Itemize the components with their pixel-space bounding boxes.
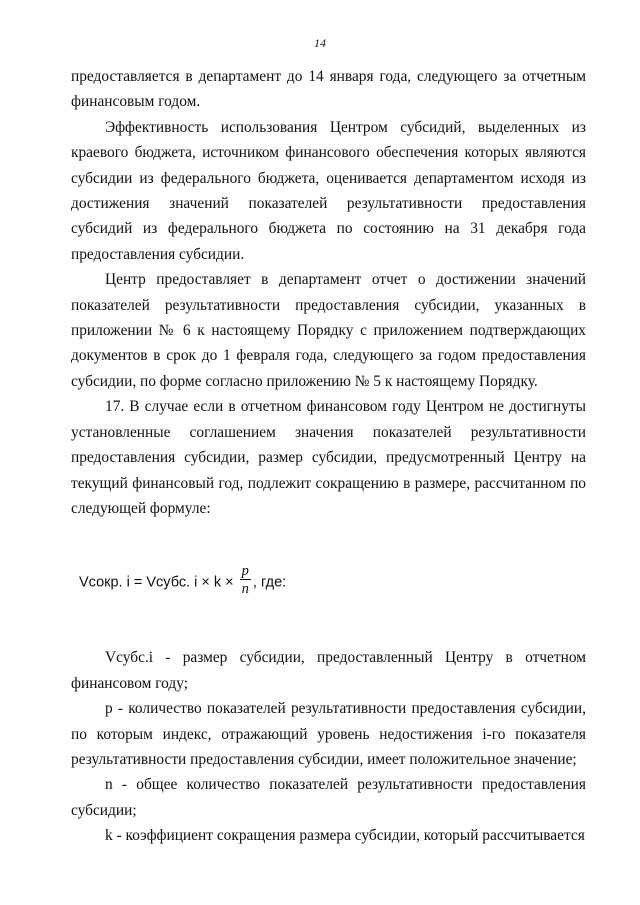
- page-number: 14: [314, 36, 326, 50]
- paragraph-report: Центр предоставляет в департамент отчет о достижении значений показателей результативности предоставления субсидии, указанных в приложении № 6 к настоящему Порядку с приложением подтверждающих документов в срок до 1 февраля года, следующего за годом предоставления субсидии, по форме согласно приложению № 5 к настоящему Порядку.: [71, 271, 586, 390]
- formula-left: Vсокр. i = Vсубс. i × k ×: [79, 574, 234, 591]
- formula-fraction: [240, 563, 251, 598]
- definition-n: n - общее количество показателей результативности предоставления субсидии;: [71, 776, 586, 819]
- formula-denominator: n: [241, 581, 249, 598]
- definition-p: p - количество показателей результативности предоставления субсидии, по которым индекс, отражающий уровень недостижения i-го показателя результативности предоставления субсидии, имеет положительное значение;: [71, 700, 586, 768]
- document-body: [71, 64, 586, 849]
- formula-numerator: p: [241, 563, 249, 580]
- formula: [71, 553, 586, 605]
- definition-k: k - коэффициент сокращения размера субсидии, который рассчитывается: [105, 827, 585, 845]
- paragraph-item-17: 17. В случае если в отчетном финансовом году Центром не достигнуты установленные соглашением значения показателей результативности предоставления субсидии, размер субсидии, предусмотренный Центру на текущий финансовый год, подлежит сокращению в размере, рассчитанном по следующей формуле:: [71, 398, 586, 517]
- formula-line: [79, 565, 286, 600]
- definition-vsubs: Vсубс.i - размер субсидии, предоставленный Центру в отчетном финансовом году;: [71, 649, 586, 692]
- paragraph-continuation: предоставляется в департамент до 14 января года, следующего за отчетным финансовым годом.: [71, 68, 586, 111]
- paragraph-effectiveness: Эффективность использования Центром субсидий, выделенных из краевого бюджета, источником финансового обеспечения которых являются субсидии из федерального бюджета, оценивается департаментом исходя из достижения значений показателей результативности предоставления субсидий из федерального бюджета по состоянию на 31 декабря года предоставления субсидии.: [71, 118, 586, 263]
- formula-suffix: , где:: [252, 574, 287, 591]
